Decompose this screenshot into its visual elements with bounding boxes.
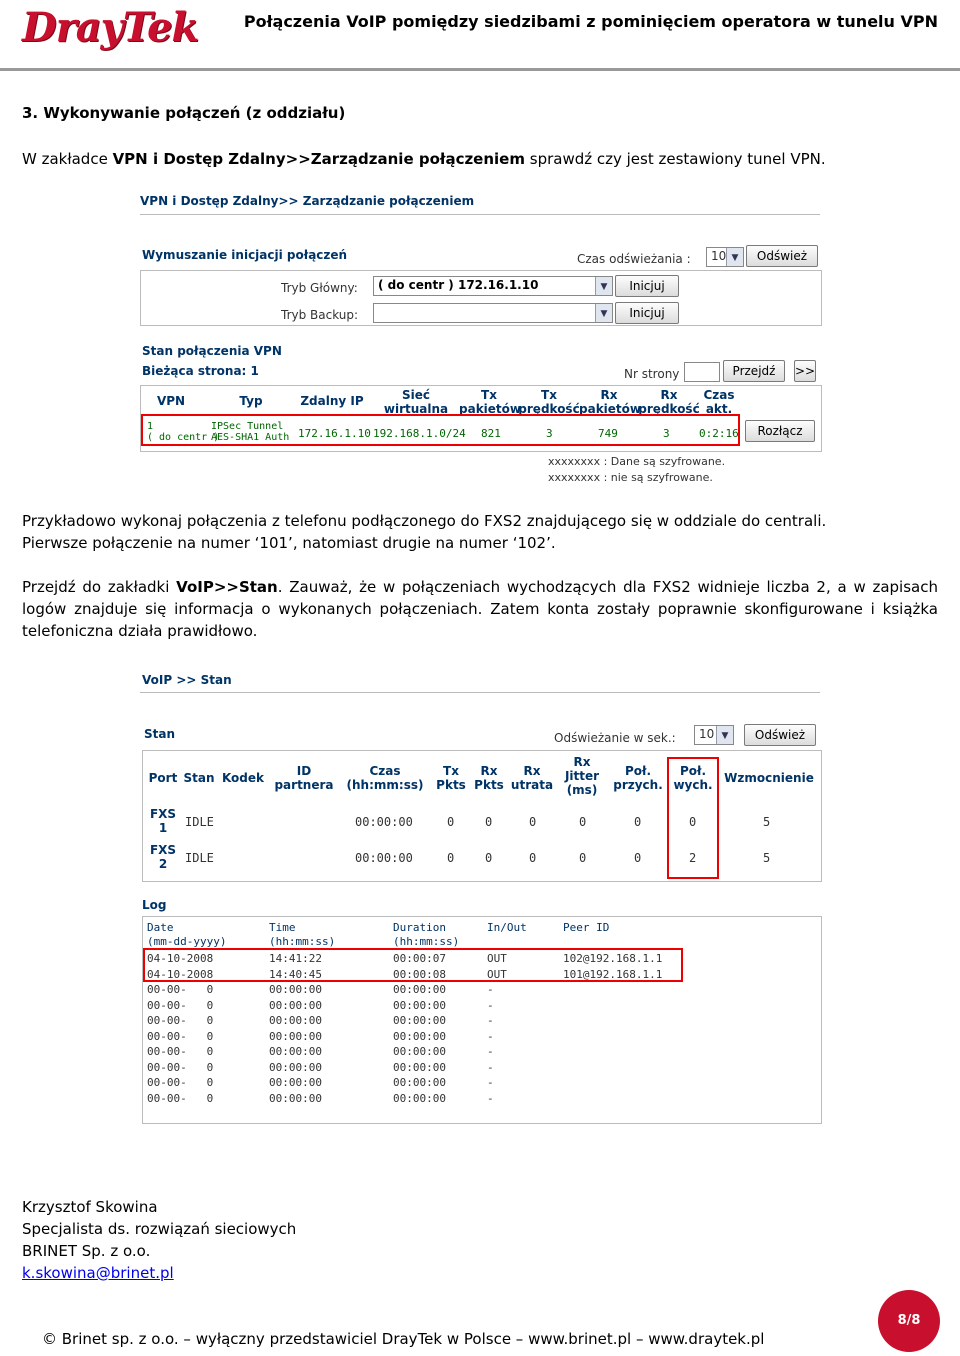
row1-gain: 5 — [763, 815, 771, 829]
page-number-label: Nr strony — [624, 367, 680, 381]
vpn-title-rule — [140, 214, 820, 215]
voip-title-rule — [140, 692, 820, 693]
col-tx-rate: Tx prędkość — [518, 388, 580, 416]
voip-page-title: VoIP >> Stan — [142, 673, 232, 687]
highlight-box — [667, 757, 719, 879]
voip-status-table — [142, 750, 822, 882]
log-row — [147, 1013, 817, 1029]
log-duration: 00:00:07 — [393, 952, 446, 965]
row1-outgoing: 0 — [689, 815, 697, 829]
row-vpn-type: IPSec Tunnel AES-SHA1 Auth — [211, 421, 290, 443]
log-time: 00:00:00 — [269, 983, 322, 996]
row2-state: IDLE — [185, 851, 214, 865]
log-date: 00-00- 0 — [147, 1029, 214, 1043]
col-virtual-network: Sieć wirtualna — [383, 388, 449, 416]
log-row — [147, 998, 817, 1014]
log-duration: 00:00:08 — [393, 967, 446, 981]
log-duration: 00:00:00 — [393, 1029, 446, 1043]
row2-rx: 0 — [485, 851, 493, 865]
log-duration: 00:00:00 — [393, 1045, 446, 1058]
para1-text-2: sprawdź czy jest zestawiony tunel VPN. — [524, 150, 826, 168]
row2-tx: 0 — [447, 851, 455, 865]
section-heading: 3. Wykonywanie połączeń (z oddziału) — [22, 104, 346, 122]
voip-status-title: Stan — [144, 727, 176, 741]
log-direction: - — [487, 1045, 494, 1058]
para1-menu-path: VPN i Dostęp Zdalny>>Zarządzanie połączeniem — [112, 150, 525, 168]
para3-menu-path: VoIP>>Stan — [176, 578, 278, 596]
log-date: 00-00- 0 — [147, 998, 214, 1012]
header-divider — [0, 68, 960, 71]
row1-incoming: 0 — [634, 815, 642, 829]
log-peer: 101@192.168.1.1 — [563, 967, 663, 981]
voip-refresh-value: 10 — [699, 727, 715, 741]
log-date: 00-00- 0 — [147, 983, 214, 996]
log-direction: - — [487, 1029, 494, 1043]
force-dial-panel — [140, 270, 822, 326]
log-col-duration: Duration (hh:mm:ss) — [393, 921, 460, 948]
log-col-date: Date (mm-dd-yyyy) — [147, 921, 227, 948]
log-col-time: Time (hh:mm:ss) — [269, 921, 336, 948]
log-time: 00:00:00 — [269, 1014, 322, 1027]
log-row — [147, 1091, 817, 1107]
log-direction: OUT — [487, 952, 507, 965]
refresh-button[interactable]: Odśwież — [746, 245, 818, 267]
backup-mode-label: Tryb Backup: — [281, 308, 359, 322]
log-duration: 00:00:00 — [393, 1076, 446, 1089]
col-time: Czas (hh:mm:ss) — [346, 764, 424, 792]
col-port: Port — [148, 771, 178, 785]
log-direction: - — [487, 1076, 494, 1089]
log-time: 14:41:22 — [269, 952, 322, 965]
vpn-status-table — [140, 385, 822, 452]
log-duration: 00:00:00 — [393, 1091, 446, 1105]
log-row — [147, 1044, 817, 1060]
log-time: 00:00:00 — [269, 1045, 322, 1058]
para3-text-2: . Zauważ, że w połączeniach wychodzących dla FXS2 widnieje liczba 2, a w zapisach logów znajduje się informacja o wykonanych połączeniach. Zatem konta zostały poprawnie skonfigurowane i książka telefoniczna działa prawidłowo. — [22, 578, 938, 640]
dial-main-button[interactable]: Inicjuj — [615, 275, 679, 297]
para3-text-1: Przejdź do zakładki — [22, 578, 177, 596]
log-direction: - — [487, 1014, 494, 1027]
log-time: 00:00:00 — [269, 1060, 322, 1074]
log-duration: 00:00:00 — [393, 1014, 446, 1027]
col-remote-ip: Zdalny IP — [300, 394, 364, 408]
highlight-box — [143, 948, 683, 982]
log-direction: OUT — [487, 967, 507, 981]
log-date: 00-00- 0 — [147, 1014, 214, 1027]
row-tx-packets: 821 — [481, 427, 501, 440]
col-rx-rate: Rx prędkość — [638, 388, 700, 416]
col-rx-packets: Rx pakietów — [579, 388, 641, 416]
row1-state: IDLE — [185, 815, 214, 829]
main-mode-label: Tryb Główny: — [281, 281, 358, 295]
row1-rx: 0 — [485, 815, 493, 829]
log-direction: - — [487, 1060, 494, 1074]
log-title: Log — [142, 898, 167, 912]
log-time: 00:00:00 — [269, 1076, 322, 1089]
log-date: 00-00- 0 — [147, 1091, 214, 1105]
log-date: 00-00- 0 — [147, 1060, 214, 1074]
log-peer: 102@192.168.1.1 — [563, 952, 663, 965]
row2-loss: 0 — [529, 851, 537, 865]
row-virtual-network: 192.168.1.0/24 — [373, 427, 466, 440]
paragraph-voip-status — [22, 576, 938, 642]
voip-status-screenshot — [140, 668, 820, 1124]
row2-incoming: 0 — [634, 851, 642, 865]
document-title: Połączenia VoIP pomiędzy siedzibami z pominięciem operatora w tunelu VPN — [243, 12, 938, 31]
log-row — [147, 1029, 817, 1045]
force-dial-title: Wymuszanie inicjacji połączeń — [142, 248, 348, 262]
current-page-label: Bieżąca strona: 1 — [142, 364, 259, 378]
col-codec: Kodek — [221, 771, 265, 785]
col-type: Typ — [239, 394, 263, 408]
row2-time: 00:00:00 — [355, 851, 413, 865]
legend-encrypted: xxxxxxxx : Dane są szyfrowane. — [548, 455, 726, 468]
log-col-in-out: In/Out — [487, 921, 527, 934]
draytek-logo: DrayTek — [22, 4, 199, 51]
refresh-interval-select[interactable] — [706, 247, 744, 267]
log-duration: 00:00:00 — [393, 1060, 446, 1074]
log-date: 04-10-2008 — [147, 952, 214, 965]
call-log-table — [142, 916, 822, 1124]
signature-role: Specjalista ds. rozwiązań sieciowych — [22, 1220, 297, 1238]
row1-time: 00:00:00 — [355, 815, 413, 829]
log-time: 00:00:00 — [269, 1091, 322, 1105]
row-rx-rate: 3 — [663, 427, 670, 440]
refresh-interval-label: Czas odświeżania : — [577, 252, 691, 266]
log-direction: - — [487, 983, 494, 996]
chevron-down-icon: ▼ — [726, 248, 743, 266]
main-mode-select[interactable] — [373, 276, 613, 296]
col-uptime: Czas akt. — [703, 388, 735, 416]
chevron-down-icon: ▼ — [595, 277, 612, 295]
voip-refresh-label: Odświeżanie w sek.: — [554, 731, 676, 745]
col-rx-pkts: Rx Pkts — [474, 764, 504, 792]
main-mode-value: ( do centr ) 172.16.1.10 — [378, 278, 539, 292]
signature-email-link[interactable]: k.skowina@brinet.pl — [22, 1264, 174, 1282]
vpn-page-title: VPN i Dostęp Zdalny>> Zarządzanie połączeniem — [140, 194, 475, 208]
col-rx-loss: Rx utrata — [510, 764, 554, 792]
row-remote-ip: 172.16.1.10 — [298, 427, 371, 440]
log-row — [147, 982, 817, 998]
col-rx-jitter: Rx Jitter (ms) — [564, 755, 600, 797]
voip-refresh-button[interactable]: Odśwież — [744, 724, 816, 746]
disconnect-button[interactable]: Rozłącz — [745, 420, 815, 442]
log-row — [147, 1075, 817, 1091]
col-tx-pkts: Tx Pkts — [436, 764, 466, 792]
paragraph-example-calls — [22, 510, 938, 554]
footer-copyright: © Brinet sp. z o.o. – wyłączny przedstawiciel DrayTek w Polsce – www.brinet.pl – www.draytek.pl — [42, 1330, 765, 1348]
paragraph-vpn-check — [22, 148, 938, 170]
row-tx-rate: 3 — [546, 427, 553, 440]
backup-mode-select[interactable] — [373, 303, 613, 323]
row1-jitter: 0 — [579, 815, 587, 829]
next-page-button[interactable]: >> — [794, 360, 816, 382]
row1-loss: 0 — [529, 815, 537, 829]
voip-refresh-select[interactable] — [694, 725, 734, 745]
log-date: 00-00- 0 — [147, 1076, 214, 1089]
para2-line-1: Przykładowo wykonaj połączenia z telefonu podłączonego do FXS2 znajdującego się w oddziale do centrali. — [22, 512, 827, 530]
log-direction: - — [487, 998, 494, 1012]
legend-not-encrypted: xxxxxxxx : nie są szyfrowane. — [548, 471, 713, 484]
log-duration: 00:00:00 — [393, 983, 446, 996]
col-state: Stan — [183, 771, 215, 785]
log-time: 00:00:00 — [269, 998, 322, 1012]
log-time: 14:40:45 — [269, 967, 322, 981]
goto-page-button[interactable]: Przejdź — [723, 360, 785, 382]
para2-line-2: Pierwsze połączenie na numer ‘101’, natomiast drugie na numer ‘102’. — [22, 534, 556, 552]
log-date: 04-10-2008 — [147, 967, 214, 981]
signature-name: Krzysztof Skowina — [22, 1198, 158, 1216]
signature-company: BRINET Sp. z o.o. — [22, 1242, 151, 1260]
col-vpn: VPN — [156, 394, 186, 408]
row2-jitter: 0 — [579, 851, 587, 865]
log-date: 00-00- 0 — [147, 1045, 214, 1058]
col-incoming-calls: Poł. przych. — [613, 764, 663, 792]
row1-port: FXS 1 — [149, 807, 177, 835]
row1-tx: 0 — [447, 815, 455, 829]
log-direction: - — [487, 1091, 494, 1105]
vpn-connection-management-screenshot — [140, 190, 820, 484]
row-vpn-index: 1 ( do centr ) — [147, 421, 220, 443]
log-time: 00:00:00 — [269, 1029, 322, 1043]
chevron-down-icon: ▼ — [595, 304, 612, 322]
col-peer-id: ID partnera — [274, 764, 334, 792]
para1-text-1: W zakładce — [22, 150, 113, 168]
row2-port: FXS 2 — [149, 843, 177, 871]
page-number-badge: 8/8 — [878, 1290, 940, 1352]
refresh-interval-value: 10 — [711, 249, 727, 263]
col-gain: Wzmocnienie — [724, 771, 814, 785]
chevron-down-icon: ▼ — [716, 726, 733, 744]
log-col-peer: Peer ID — [563, 921, 610, 934]
col-outgoing-calls: Poł. wych. — [673, 764, 713, 792]
vpn-status-title: Stan połączenia VPN — [142, 344, 282, 358]
log-duration: 00:00:00 — [393, 998, 446, 1012]
page-number-input[interactable] — [684, 362, 720, 382]
log-row — [147, 1060, 817, 1076]
dial-backup-button[interactable]: Inicjuj — [615, 302, 679, 324]
row-rx-packets: 749 — [598, 427, 618, 440]
row2-gain: 5 — [763, 851, 771, 865]
row-uptime: 0:2:16 — [699, 427, 739, 440]
row2-outgoing: 2 — [689, 851, 697, 865]
col-tx-packets: Tx pakietów — [459, 388, 521, 416]
highlight-box — [141, 414, 740, 446]
